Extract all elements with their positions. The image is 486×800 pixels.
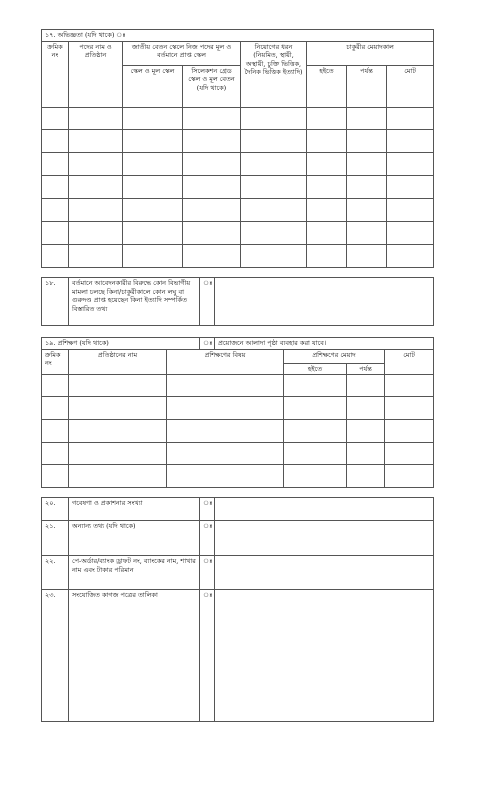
table-row	[42, 152, 434, 175]
table-row	[42, 375, 434, 397]
col-to: পর্যন্ত	[347, 363, 385, 375]
colon-separator: ঃ	[200, 338, 215, 350]
col-total: মোট	[385, 349, 434, 375]
col-to: পর্যন্ত	[347, 65, 387, 107]
colon-separator: ঃ	[200, 556, 215, 590]
section-number: ১৮.	[42, 278, 69, 326]
research-publications-answer[interactable]	[215, 498, 434, 521]
pay-order-label: পে-অর্ডার/ব্যাংক ড্রাফট নং, ব্যাংকের নাম, শাখার নাম এবং টাকার পরিমান	[69, 556, 200, 590]
training-note: প্রয়োজনে আলাদা পৃষ্ঠা ব্যবহার করা যাবে।	[215, 338, 434, 350]
attachments-answer[interactable]	[215, 590, 434, 722]
colon-separator: ঃ	[200, 498, 215, 521]
col-training-duration: প্রশিক্ষণের মেয়াদ	[284, 349, 385, 363]
attachments-label: সংযোজিত কাগজ পত্রের তালিকা	[69, 590, 200, 722]
col-serial: ক্রমিক নং	[42, 349, 69, 375]
col-institute: প্রতিষ্ঠানের নাম	[69, 349, 167, 375]
table-row	[42, 443, 434, 465]
col-training-subject: প্রশিক্ষণের বিষয়	[167, 349, 284, 375]
col-scale-basic: স্কেল ও মূল স্কেল	[123, 65, 183, 107]
colon-separator: ঃ	[200, 590, 215, 722]
table-row	[42, 107, 434, 129]
other-info-answer[interactable]	[215, 521, 434, 556]
col-service-duration: চাকুরীর মেয়াদকাল	[307, 41, 434, 65]
col-from: হইতে	[284, 363, 347, 375]
other-info-label: অন্যান্য তথ্য (যদি থাকে)	[69, 521, 200, 556]
col-serial: ক্রমিক নং	[42, 41, 69, 107]
table-row	[42, 244, 434, 267]
experience-title: ১৭. অভিজ্ঞতা (যদি থাকে) ঃ	[42, 30, 434, 42]
col-total: মোট	[387, 65, 434, 107]
table-row	[42, 175, 434, 198]
disciplinary-info-table	[41, 277, 434, 326]
table-row	[42, 420, 434, 443]
col-scale: জাতীয় বেতন স্কেলে নিজ পদের মূল ও বর্তমানে প্রাপ্ত স্কেল	[123, 41, 241, 65]
col-selection-grade: সিলেকশন গ্রেড স্কেল ও মূল বেতন (যদি থাকে)	[183, 65, 241, 107]
disciplinary-answer[interactable]	[215, 278, 434, 326]
section-number: ২০.	[42, 498, 69, 521]
disciplinary-label: বর্তমানে আবেদনকারীর বিরুদ্ধে কোন বিভাগীয় মামলা চলছে কিনা/চাকুরীকালে কোন লঘু বা গুরুদণ্ড প্রাপ্ত হয়েছেন কিনা ইত্যাদি সম্পর্কিত বিস্তারিত তথ্য	[69, 278, 200, 326]
colon-separator: ঃ	[200, 278, 215, 326]
experience-table	[41, 29, 434, 268]
section-number: ২২.	[42, 556, 69, 590]
table-row	[42, 465, 434, 488]
table-row	[42, 221, 434, 244]
table-row	[42, 397, 434, 420]
training-title: ১৯. প্রশিক্ষণ (যদি থাকে)	[42, 338, 200, 350]
col-from: হইতে	[307, 65, 347, 107]
col-appointment-type: নিয়োগের ধরন (নিয়মিত, স্থায়ী, অস্থায়ী, চুক্তি ভিত্তিক, দৈনিক ভিত্তিক ইত্যাদি)	[241, 41, 307, 107]
col-post: পদের নাম ও প্রতিষ্ঠান	[69, 41, 123, 107]
section-number: ২১.	[42, 521, 69, 556]
training-table	[41, 337, 434, 488]
colon-separator: ঃ	[200, 521, 215, 556]
pay-order-answer[interactable]	[215, 556, 434, 590]
table-row	[42, 129, 434, 152]
research-publications-label: গবেষণা ও প্রকাশনার সংখ্যা	[69, 498, 200, 521]
section-number: ২৩.	[42, 590, 69, 722]
table-row	[42, 198, 434, 221]
additional-info-table	[41, 497, 434, 722]
